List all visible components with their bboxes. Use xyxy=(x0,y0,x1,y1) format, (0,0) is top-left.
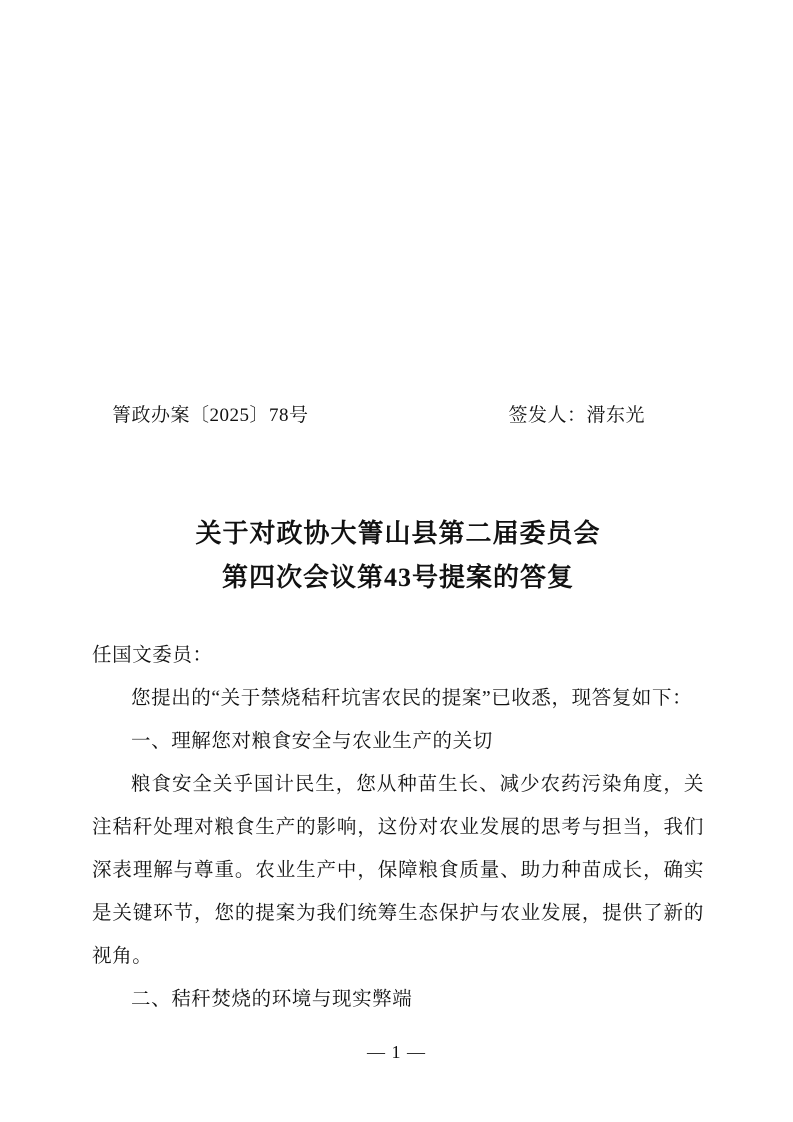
document-header xyxy=(112,400,684,427)
body-heading-1: 一、理解您对粮食安全与农业生产的关切 xyxy=(131,731,493,752)
document-number: 箐政办案〔2025〕78号 xyxy=(112,405,309,426)
title-line-2: 第四次会议第43号提案的答复 xyxy=(221,563,574,592)
title-line-1: 关于对政协大箐山县第二届委员会 xyxy=(195,519,601,548)
document-body xyxy=(92,634,704,1021)
body-paragraph-2: 粮食安全关乎国计民生，您从种苗生长、减少农药污染角度，关注秸秆处理对粮食生产的影响，这份对农业发展的思考与担当，我们深表理解与尊重。农业生产中，保障粮食质量、助力种苗成长，确实是关键环节，您的提案为我们统筹生态保护与农业发展，提供了新的视角。 xyxy=(92,774,704,967)
page-number: — 1 — xyxy=(367,1042,426,1062)
salutation: 任国文委员： xyxy=(92,645,213,666)
body-heading-2: 二、秸秆焚烧的环境与现实弊端 xyxy=(131,989,413,1010)
signer-label: 签发人：滑东光 xyxy=(508,405,646,426)
body-paragraph-1: 您提出的“关于禁烧秸秆坑害农民的提案”已收悉，现答复如下： xyxy=(131,688,693,709)
document-title xyxy=(112,512,684,600)
